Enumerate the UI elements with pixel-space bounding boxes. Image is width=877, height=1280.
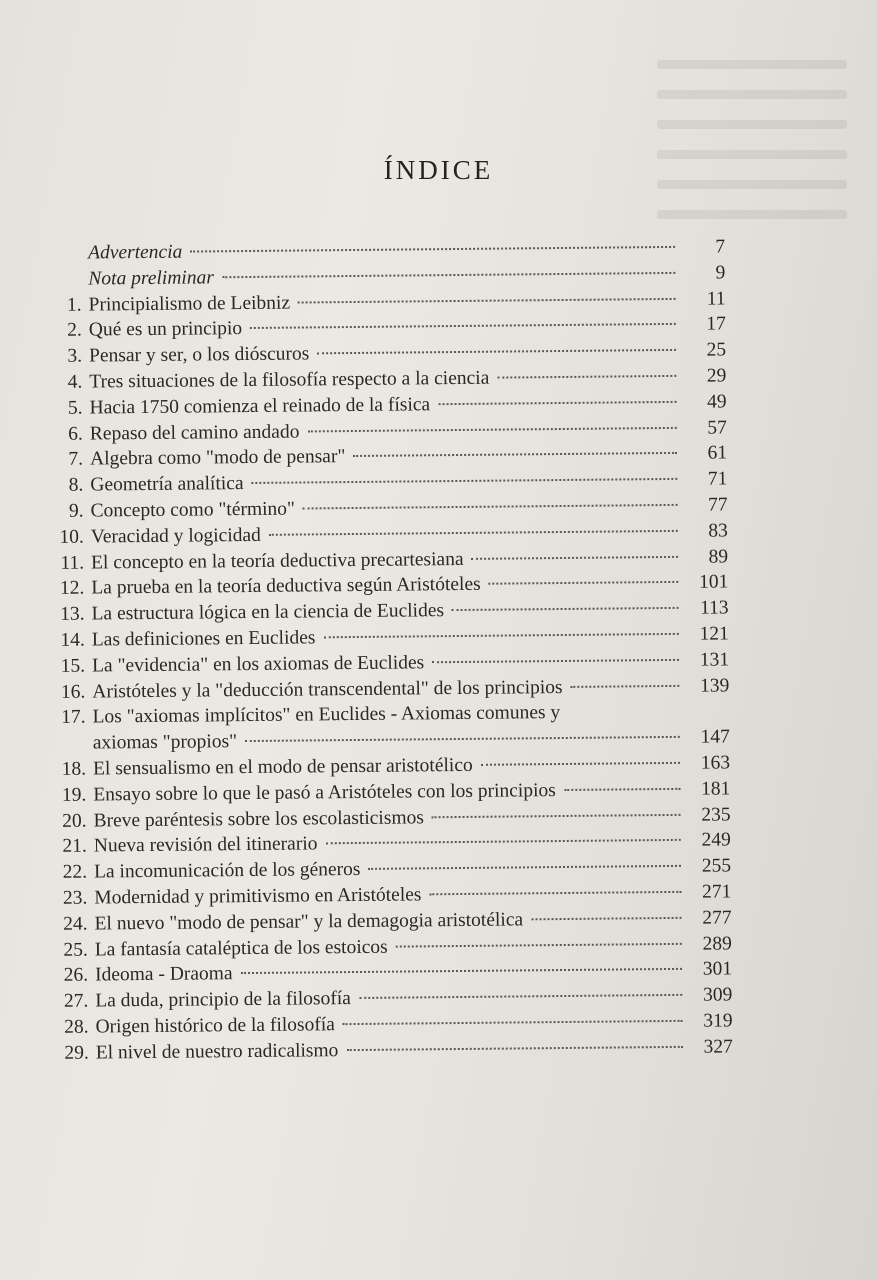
dot-leader bbox=[190, 246, 675, 253]
entry-title: La duda, principio de la filosofía bbox=[95, 988, 351, 1012]
entry-number: 19. bbox=[61, 784, 87, 806]
entry-page-number: 29 bbox=[706, 365, 727, 387]
entry-title: El nuevo "modo de pensar" y la demagogia aristotélica bbox=[94, 909, 524, 935]
dot-leader bbox=[323, 633, 678, 638]
dot-leader bbox=[497, 375, 676, 379]
entry-number: 27. bbox=[63, 990, 89, 1012]
entry-page-number: 255 bbox=[701, 855, 732, 877]
dot-leader bbox=[452, 607, 679, 611]
entry-number: 13. bbox=[60, 603, 85, 625]
toc-entry bbox=[48, 1034, 733, 1066]
entry-page-number: 7 bbox=[715, 236, 726, 258]
dot-leader bbox=[432, 659, 679, 663]
entry-number: 7. bbox=[68, 448, 84, 471]
dot-leader bbox=[222, 272, 675, 278]
dot-leader bbox=[472, 555, 679, 559]
entry-number: 1. bbox=[66, 294, 82, 316]
entry-page-number: 49 bbox=[706, 391, 727, 413]
entry-title: Los "axiomas implícitos" en Euclides - Axiomas comunes y bbox=[92, 702, 561, 728]
entry-title: Qué es un principio bbox=[88, 318, 243, 341]
entry-page-number: 289 bbox=[702, 932, 732, 955]
entry-page-number: 327 bbox=[703, 1036, 733, 1058]
entry-title: Ideoma - Draoma bbox=[94, 963, 233, 986]
entry-page-number: 277 bbox=[702, 907, 732, 929]
entry-title: La prueba en la teoría deductiva según Aristóteles bbox=[91, 574, 481, 599]
entry-number: 21. bbox=[62, 835, 87, 858]
entry-page-number: 309 bbox=[702, 984, 733, 1006]
entry-page-number: 249 bbox=[701, 829, 731, 852]
entry-title: Nueva revisión del itinerario bbox=[93, 833, 318, 857]
entry-number: 12. bbox=[59, 577, 85, 600]
entry-page-number: 9 bbox=[715, 262, 726, 284]
entry-title: Hacia 1750 comienza el reinado de la física bbox=[89, 394, 431, 419]
entry-title: Algebra como "modo de pensar" bbox=[89, 446, 346, 470]
entry-number: 23. bbox=[62, 887, 88, 909]
entry-page-number: 131 bbox=[699, 649, 730, 671]
dot-leader bbox=[325, 839, 680, 844]
dot-leader bbox=[252, 478, 678, 484]
entry-page-number: 89 bbox=[708, 545, 729, 568]
dot-leader bbox=[346, 1046, 682, 1051]
entry-page-number: 17 bbox=[706, 313, 726, 335]
entry-page-number: 235 bbox=[701, 803, 731, 826]
entry-page-number: 11 bbox=[706, 288, 726, 310]
entry-title: Veracidad y logicidad bbox=[90, 524, 261, 548]
entry-number: 28. bbox=[64, 1016, 89, 1038]
entry-title: axiomas "propios" bbox=[92, 731, 238, 754]
entry-title: La incomunicación de los géneros bbox=[93, 859, 361, 883]
entry-number: 5. bbox=[67, 397, 83, 419]
entry-number: 10. bbox=[59, 526, 84, 548]
dot-leader bbox=[531, 917, 681, 920]
entry-number: 14. bbox=[60, 629, 85, 651]
entry-page-number: 139 bbox=[699, 674, 730, 697]
dot-leader bbox=[303, 504, 678, 510]
entry-page-number: 113 bbox=[699, 597, 729, 619]
dot-leader bbox=[250, 323, 676, 329]
entry-title: Aristóteles y la "deducción transcendental" de los principios bbox=[92, 676, 563, 703]
show-through-text bbox=[657, 60, 847, 230]
entry-title: El sensualismo en el modo de pensar aristotélico bbox=[92, 754, 473, 780]
entry-title: Modernidad y primitivismo en Aristóteles bbox=[94, 884, 422, 909]
entry-title: Ensayo sobre lo que le pasó a Aristóteles con los principios bbox=[93, 779, 556, 806]
entry-number: 8. bbox=[68, 474, 84, 496]
entry-title: Nota preliminar bbox=[88, 267, 214, 290]
entry-page-number: 71 bbox=[707, 468, 728, 490]
entry-title: La estructura lógica en la ciencia de Euclides bbox=[91, 600, 445, 625]
entry-title: Pensar y ser, o los dióscuros bbox=[89, 343, 310, 367]
dot-leader bbox=[317, 349, 676, 354]
dot-leader bbox=[429, 891, 681, 895]
dot-leader bbox=[359, 994, 682, 999]
entry-title: Advertencia bbox=[88, 241, 183, 264]
entry-title: Repaso del camino andado bbox=[89, 421, 300, 445]
dot-leader bbox=[438, 401, 676, 405]
entry-title: Tres situaciones de la filosofía respecto a la ciencia bbox=[89, 367, 490, 393]
entry-number: 15. bbox=[60, 655, 86, 677]
entry-page-number: 163 bbox=[700, 752, 731, 774]
entry-page-number: 181 bbox=[700, 778, 731, 800]
entry-number: 17. bbox=[61, 706, 86, 729]
entry-number: 11. bbox=[60, 552, 85, 574]
entry-title: La fantasía cataléptica de los estoicos bbox=[94, 936, 388, 961]
entry-page-number: 57 bbox=[707, 416, 727, 439]
entry-number: 4. bbox=[67, 371, 83, 393]
entry-number: 24. bbox=[63, 913, 88, 935]
entry-title: Las definiciones en Euclides bbox=[91, 627, 316, 651]
entry-page-number: 25 bbox=[706, 339, 727, 361]
entry-page-number: 319 bbox=[703, 1010, 733, 1032]
entry-title: Origen histórico de la filosofía bbox=[95, 1014, 335, 1038]
entry-number: 9. bbox=[68, 500, 84, 522]
entry-number: 22. bbox=[62, 861, 88, 883]
entry-title: La "evidencia" en los axiomas de Euclides bbox=[91, 652, 425, 677]
entry-page-number: 147 bbox=[700, 726, 730, 748]
dot-leader bbox=[353, 452, 677, 457]
entry-number: 25. bbox=[63, 939, 88, 961]
entry-title: Concepto como "término" bbox=[90, 498, 296, 522]
entry-title: Principialismo de Leibniz bbox=[88, 292, 291, 316]
entry-number: 3. bbox=[67, 345, 83, 367]
entry-number: 2. bbox=[67, 319, 82, 342]
page-title: ÍNDICE bbox=[383, 155, 494, 185]
entry-title: Geometría analítica bbox=[90, 473, 244, 496]
dot-leader bbox=[489, 581, 679, 585]
dot-leader bbox=[307, 426, 676, 432]
dot-leader bbox=[269, 530, 678, 536]
entry-title: Breve paréntesis sobre los escolasticismos bbox=[93, 806, 424, 832]
entry-number: 16. bbox=[60, 681, 86, 703]
entry-number: 26. bbox=[63, 964, 89, 987]
entry-page-number: 301 bbox=[702, 958, 733, 980]
dot-leader bbox=[481, 762, 680, 766]
entry-page-number: 83 bbox=[708, 520, 728, 542]
dot-leader bbox=[432, 813, 681, 817]
entry-number: 29. bbox=[64, 1042, 89, 1064]
entry-title: El concepto en la teoría deductiva precartesiana bbox=[90, 548, 464, 574]
entry-page-number: 61 bbox=[707, 442, 728, 464]
dot-leader bbox=[396, 942, 682, 947]
dot-leader bbox=[343, 1020, 683, 1025]
dot-leader bbox=[241, 968, 682, 974]
table-of-contents bbox=[40, 234, 733, 1066]
dot-leader bbox=[564, 788, 681, 791]
entry-title: El nivel de nuestro radicalismo bbox=[95, 1039, 339, 1064]
dot-leader bbox=[571, 684, 680, 687]
dot-leader bbox=[368, 865, 681, 870]
entry-page-number: 121 bbox=[699, 623, 729, 645]
entry-page-number: 77 bbox=[707, 494, 728, 516]
dot-leader bbox=[298, 297, 676, 303]
entry-number: 18. bbox=[61, 758, 87, 780]
entry-page-number: 271 bbox=[701, 881, 732, 903]
dot-leader bbox=[245, 736, 680, 742]
entry-page-number: 101 bbox=[698, 571, 729, 594]
entry-number: 6. bbox=[68, 423, 83, 445]
entry-number: 20. bbox=[62, 810, 87, 832]
